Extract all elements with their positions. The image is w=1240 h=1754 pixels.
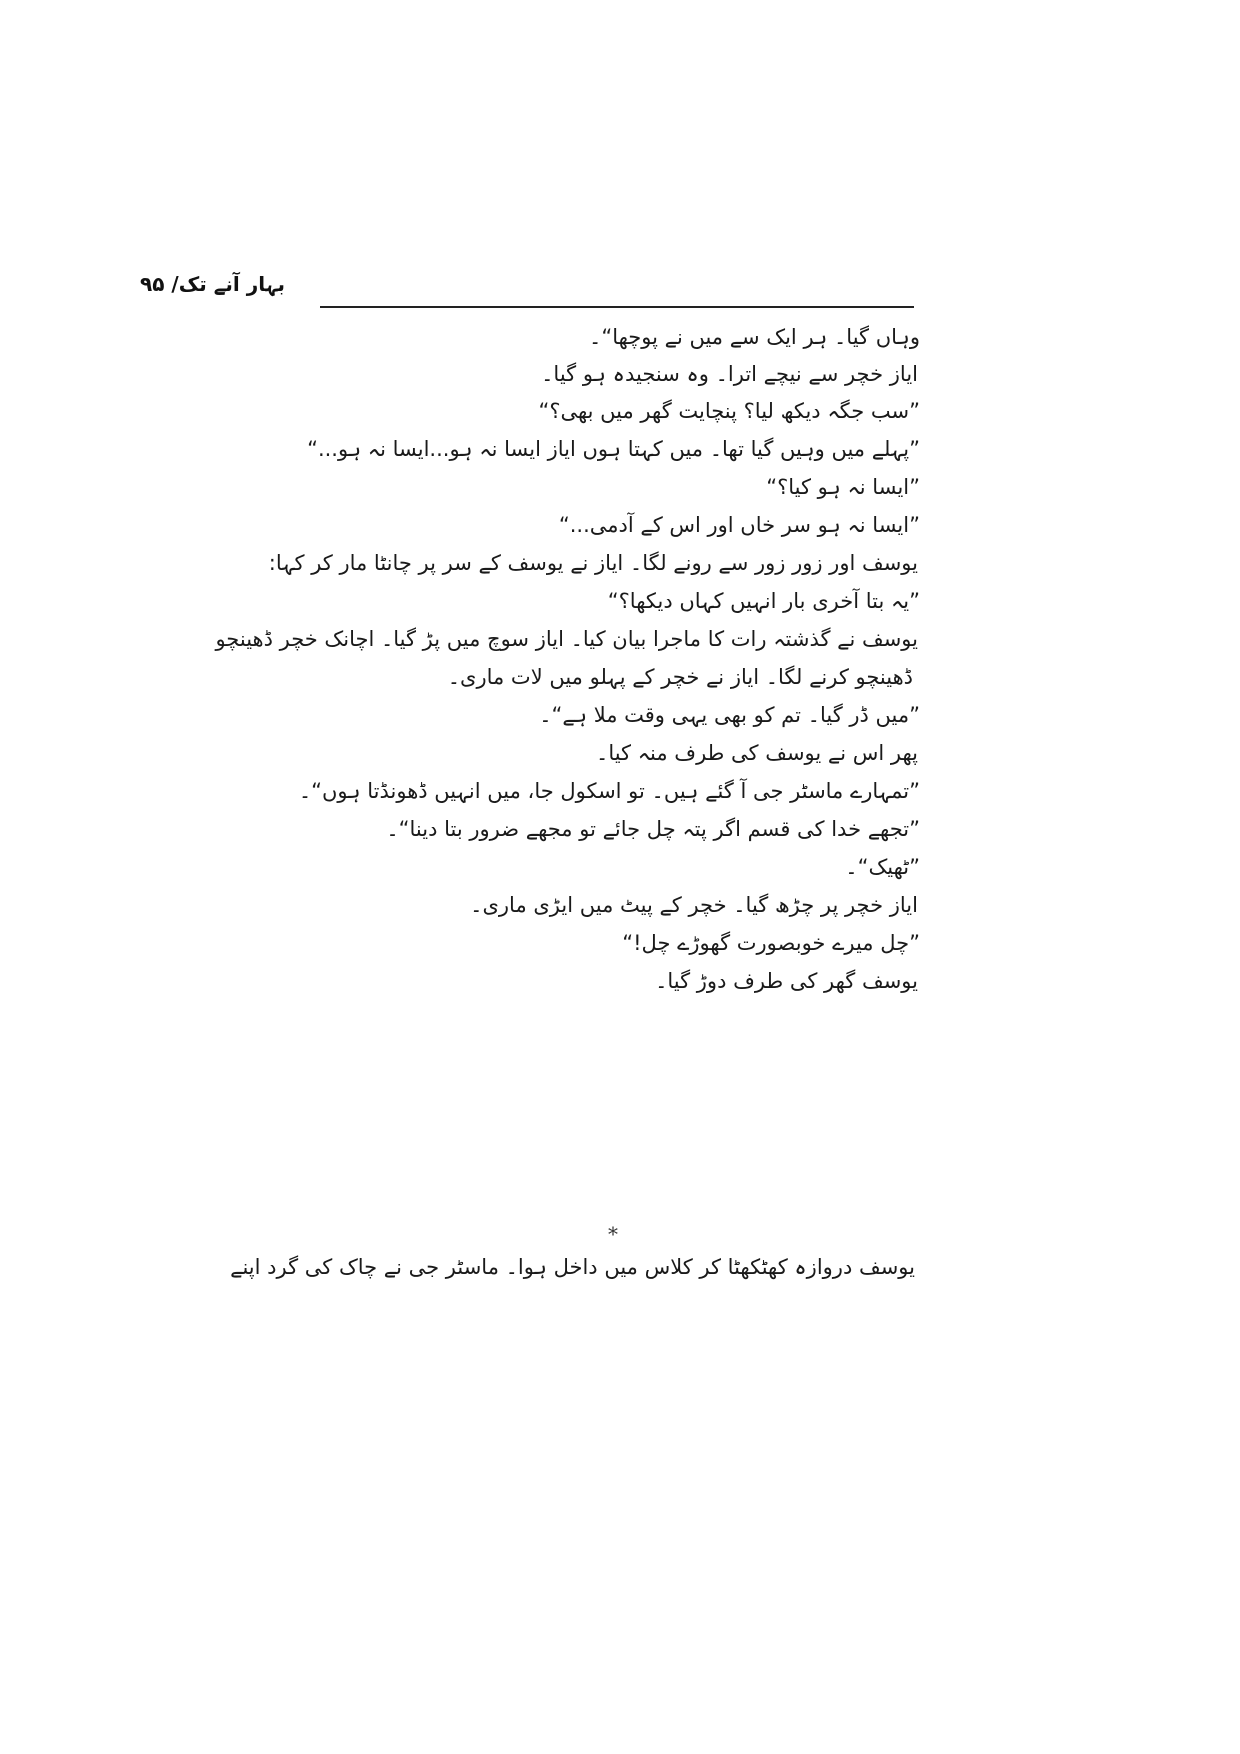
text-line: ”ٹھیک“۔ [845,855,920,879]
text-line: ”ایسا نہ ہو کیا؟“ [766,475,920,499]
text-line: یوسف دروازہ کھٹکھٹا کر کلاس میں داخل ہوا۔ ماسٹر جی نے چاک کی گرد اپنے [230,1255,915,1279]
text-line: ”پہلے میں وہیں گیا تھا۔ میں کہتا ہوں ایاز ایسا نہ ہو...ایسا نہ ہو...“ [307,437,920,461]
text-line: یوسف اور زور زور سے رونے لگا۔ ایاز نے یوسف کے سر پر چانٹا مار کر کہا: [268,551,918,575]
text-line: ”تمہارے ماسٹر جی آ گئے ہیں۔ تو اسکول جا، میں انہیں ڈھونڈتا ہوں“۔ [298,779,920,803]
text-line: یوسف گھر کی طرف دوڑ گیا۔ [655,969,918,993]
text-line: پھر اس نے یوسف کی طرف منہ کیا۔ [596,741,918,765]
text-line: ”یہ بتا آخری بار انہیں کہاں دیکھا؟“ [607,589,920,613]
section-separator: * [608,1222,618,1246]
page-header-title: بہار آنے تک/ ۹۵ [140,272,285,296]
text-line: ”میں ڈر گیا۔ تم کو بھی یہی وقت ملا ہے“۔ [539,703,920,727]
text-line: یوسف نے گذشتہ رات کا ماجرا بیان کیا۔ ایاز سوچ میں پڑ گیا۔ اچانک خچر ڈھینچو [215,627,918,651]
text-line: ”ایسا نہ ہو سر خاں اور اس کے آدمی...“ [558,513,920,537]
text-line: ایاز خچر سے نیچے اترا۔ وہ سنجیدہ ہو گیا۔ [541,362,918,386]
text-line: ”تجھے خدا کی قسم اگر پتہ چل جائے تو مجھے ضرور بتا دینا“۔ [386,817,920,841]
text-line: وہاں گیا۔ ہر ایک سے میں نے پوچھا“۔ [589,325,920,349]
text-line: ”سب جگہ دیکھ لیا؟ پنچایت گھر میں بھی؟“ [538,399,920,423]
text-line: ”چل میرے خوبصورت گھوڑے چل!“ [622,931,920,955]
text-line: ایاز خچر پر چڑھ گیا۔ خچر کے پیٹ میں ایڑی ماری۔ [470,893,918,917]
text-line: ڈھینچو کرنے لگا۔ ایاز نے خچر کے پہلو میں لات ماری۔ [447,665,913,689]
